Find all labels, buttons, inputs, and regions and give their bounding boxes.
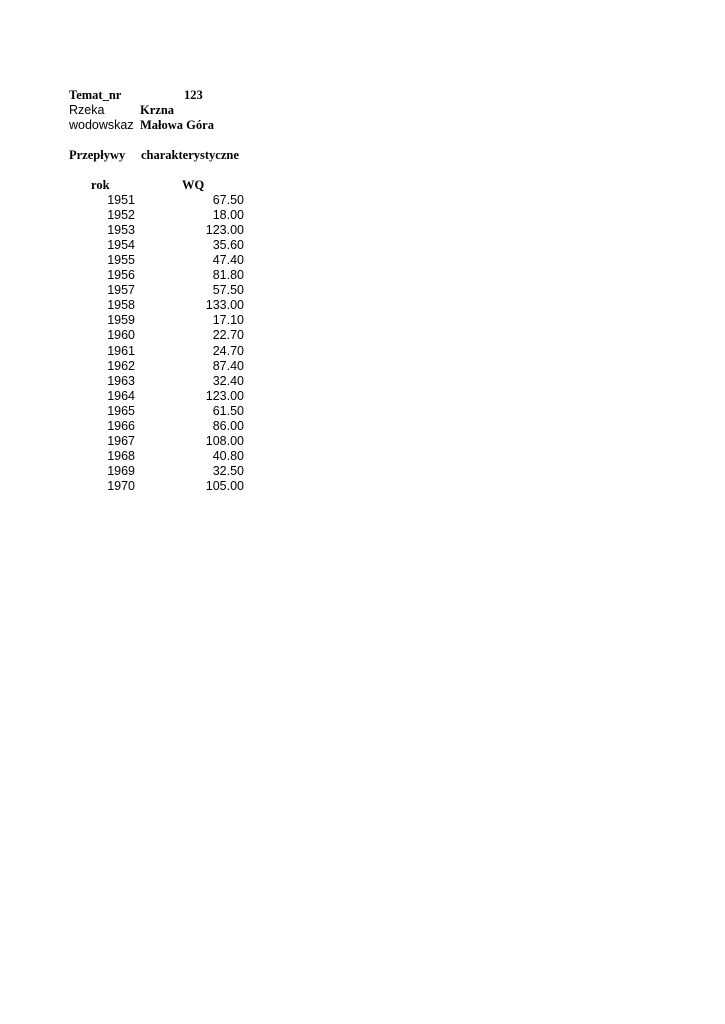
wq-cell: 67.50 [212,193,244,207]
year-cell: 1957 [107,283,135,298]
wq-cell: 57.50 [212,283,244,298]
wodowskaz-label: wodowskaz [69,118,134,132]
wq-cell: 86.00 [212,418,244,433]
wq-cell: 22.70 [212,328,244,343]
year-cell: 1958 [107,298,135,313]
year-cell: 1960 [107,328,135,343]
temat-label: Temat_nr [69,88,122,102]
year-cell: 1966 [107,418,135,433]
year-cell: 1968 [107,448,135,463]
year-cell: 1961 [107,343,135,358]
wq-cell: 105.00 [205,478,244,493]
wq-cell: 32.40 [212,373,244,388]
year-cell: 1970 [107,478,135,493]
wq-cell: 17.10 [212,313,244,328]
temat-value: 123 [184,88,203,102]
section-title-right: charakterystyczne [141,148,239,162]
year-cell: 1963 [107,373,135,388]
rzeka-label: Rzeka [69,103,105,117]
year-cell: 1962 [107,358,135,373]
year-cell: 1956 [107,268,135,283]
column-header-year: rok [91,178,110,192]
year-cell: 1952 [107,208,135,223]
column-header-wq: WQ [182,178,205,192]
section-title-left: Przepływy [69,148,126,162]
rzeka-value: Krzna [140,103,175,117]
year-cell: 1954 [107,238,135,253]
wq-cell: 32.50 [212,463,244,478]
wq-cell: 108.00 [205,433,244,448]
year-cell: 1964 [107,388,135,403]
wq-cell: 47.40 [212,253,244,268]
year-cell: 1953 [107,223,135,238]
wq-cell: 81.80 [212,268,244,283]
wq-cell: 123.00 [205,388,244,403]
wq-cell: 35.60 [212,238,244,253]
wq-cell: 18.00 [212,208,244,223]
wq-cell: 87.40 [212,358,244,373]
year-cell: 1965 [107,403,135,418]
year-cell: 1959 [107,313,135,328]
year-cell: 1955 [107,253,135,268]
year-cell: 1969 [107,463,135,478]
year-cell: 1951 [107,193,135,207]
wq-cell: 40.80 [212,448,244,463]
wodowskaz-value: Małowa Góra [140,118,214,132]
wq-cell: 24.70 [212,343,244,358]
wq-cell: 133.00 [205,298,244,313]
year-cell: 1967 [107,433,135,448]
wq-cell: 61.50 [212,403,244,418]
wq-cell: 123.00 [205,223,244,238]
